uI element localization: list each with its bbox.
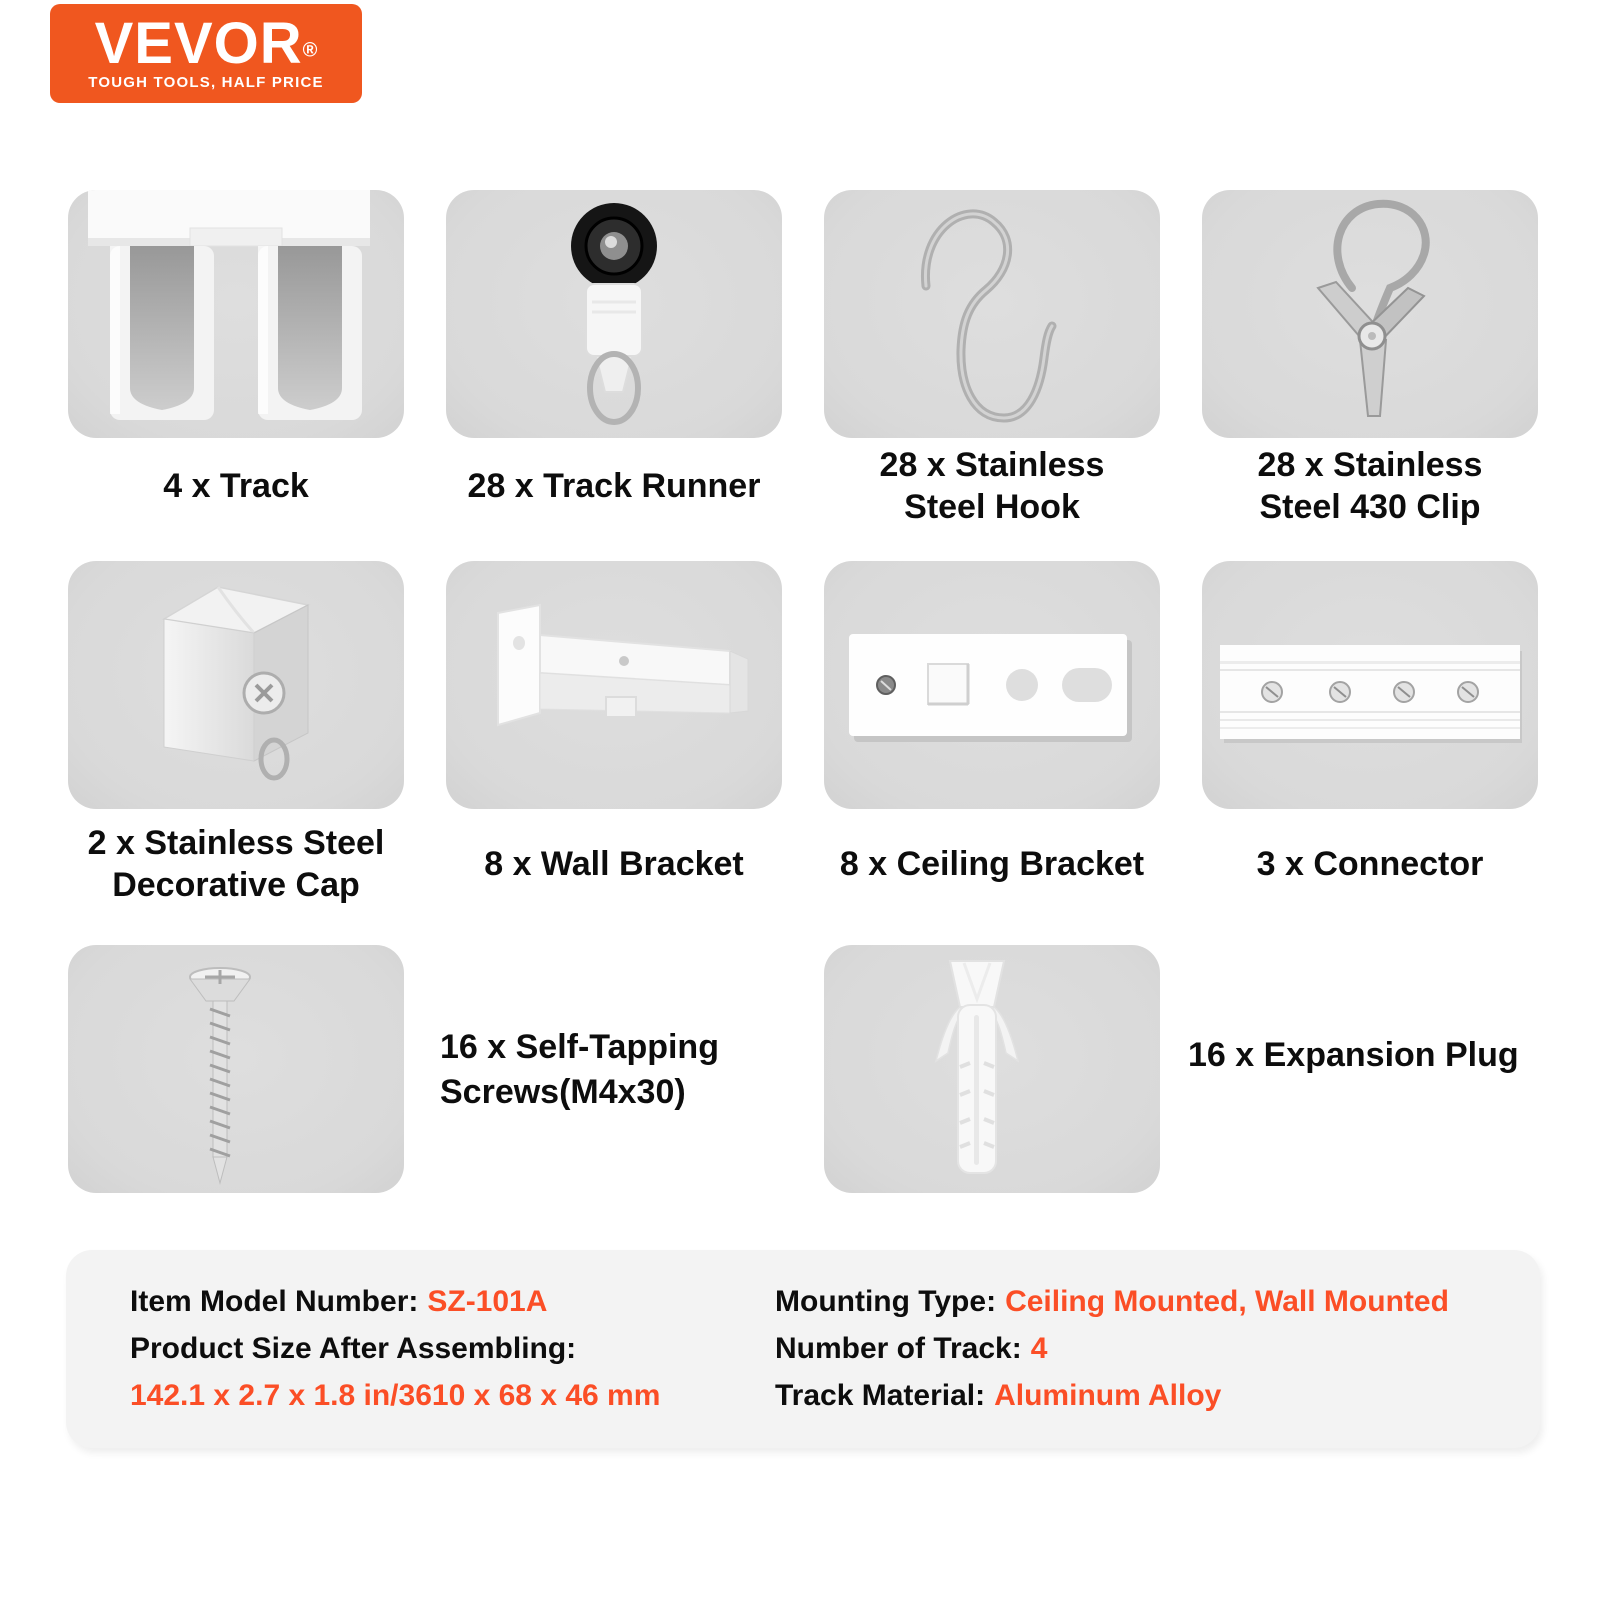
wall-bracket-image <box>446 561 782 809</box>
spec-item-model-value: SZ-101A <box>427 1285 548 1318</box>
label-wall-bracket: 8 x Wall Bracket <box>484 845 744 883</box>
spec-size-label: Product Size After Assembling: <box>130 1332 577 1365</box>
label-decorative-cap: 2 x Stainless Steel Decorative Cap <box>87 824 385 904</box>
connector-image <box>1202 561 1538 809</box>
tile-ceiling-bracket <box>824 561 1160 809</box>
vevor-logo <box>50 4 362 103</box>
spec-mounting <box>775 1282 1449 1322</box>
tile-self-tapping-screw <box>68 945 404 1193</box>
label-stainless-steel-430-clip: 28 x Stainless Steel 430 Clip <box>1257 446 1483 526</box>
spec-track-count <box>775 1329 1047 1369</box>
registered-mark: ® <box>302 39 318 62</box>
brand-name: VEVOR® <box>94 11 318 76</box>
spec-size-value: 142.1 x 2.7 x 1.8 in/3610 x 68 x 46 mm <box>130 1379 661 1412</box>
stainless-steel-430-clip-image <box>1202 190 1538 438</box>
tile-stainless-steel-hook <box>824 190 1160 438</box>
label-ceiling-bracket: 8 x Ceiling Bracket <box>839 845 1145 883</box>
label-expansion-plug: 16 x Expansion Plug <box>1188 1036 1519 1074</box>
tile-stainless-steel-430-clip <box>1202 190 1538 438</box>
tile-wall-bracket <box>446 561 782 809</box>
ceiling-bracket-image <box>824 561 1160 809</box>
brand-tagline: TOUGH TOOLS, HALF PRICE <box>88 74 324 91</box>
track-runner-image <box>446 190 782 438</box>
self-tapping-screw-image <box>68 945 404 1193</box>
label-track-runner: 28 x Track Runner <box>467 467 761 505</box>
expansion-plug-image <box>824 945 1160 1193</box>
tile-track <box>68 190 404 438</box>
label-connector: 3 x Connector <box>1256 845 1484 883</box>
label-self-tapping-screws: 16 x Self-Tapping Screws(M4x30) <box>440 1028 719 1111</box>
spec-mounting-value: Ceiling Mounted, Wall Mounted <box>1005 1285 1449 1318</box>
spec-track-count-value: 4 <box>1030 1332 1048 1365</box>
spec-material-label: Track Material: <box>775 1379 986 1412</box>
tile-expansion-plug <box>824 945 1160 1193</box>
tile-connector <box>1202 561 1538 809</box>
spec-material <box>775 1376 1221 1416</box>
spec-item-model-label: Item Model Number: <box>130 1285 419 1318</box>
specs-panel <box>66 1250 1540 1448</box>
spec-material-value: Aluminum Alloy <box>994 1379 1222 1412</box>
label-track: 4 x Track <box>163 467 309 505</box>
stainless-steel-decorative-cap-image <box>68 561 404 809</box>
tile-track-runner <box>446 190 782 438</box>
spec-size-value-line <box>130 1376 660 1416</box>
label-stainless-steel-hook: 28 x Stainless Steel Hook <box>879 446 1105 526</box>
track-image <box>68 190 404 438</box>
spec-size-label-line <box>130 1329 585 1369</box>
spec-item-model <box>130 1282 547 1322</box>
tile-decorative-cap <box>68 561 404 809</box>
spec-mounting-label: Mounting Type: <box>775 1285 997 1318</box>
spec-track-count-label: Number of Track: <box>775 1332 1022 1365</box>
stainless-steel-hook-image <box>824 190 1160 438</box>
